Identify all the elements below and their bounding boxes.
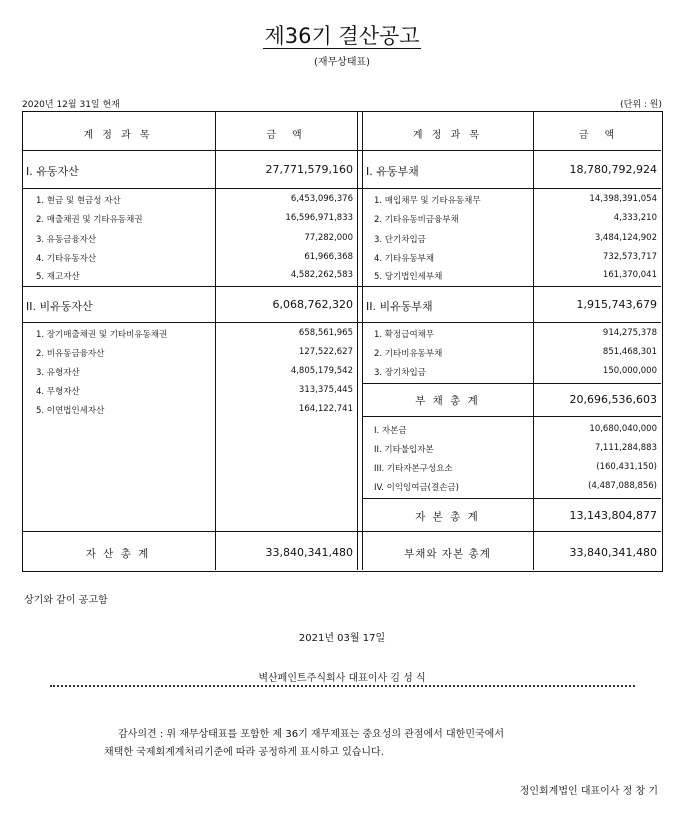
- dotted-separator: [50, 685, 635, 687]
- page-title: 제36기 결산공고: [264, 24, 420, 48]
- liab-noncurrent-item: 3. 장기차입금: [374, 368, 426, 378]
- liab-current-item-amount: 161,370,041: [602, 270, 657, 280]
- equity-item-amount: (4,487,088,856): [588, 481, 657, 491]
- asset-noncurrent-item-amount: 127,522,627: [298, 347, 353, 357]
- col-divider-3: [362, 112, 363, 570]
- asset-current-item: 3. 유동금융자산: [36, 235, 97, 245]
- notice-date: 2021년 03월 17일: [298, 633, 386, 644]
- asset-noncurrent-item: 3. 유형자산: [36, 368, 80, 378]
- asset-noncurrent-item: 2. 비유동금융자산: [36, 349, 105, 359]
- asset-current-item-amount: 61,966,368: [304, 252, 353, 262]
- equity-item-amount: 7,111,284,883: [594, 443, 657, 453]
- liab-current-item: 5. 당기법인세부채: [374, 272, 443, 282]
- col-header-asset-account: 계 정 과 목: [83, 130, 153, 141]
- notice-text: 상기와 같이 공고함: [24, 595, 108, 606]
- asset-current-item: 1. 현금 및 현금성 자산: [36, 196, 121, 206]
- liab-total-top: [363, 383, 661, 384]
- asset-noncurrent-label: II. 비유동자산: [26, 300, 93, 313]
- liab-current-item-amount: 3,484,124,902: [594, 233, 657, 243]
- asset-current-item: 5. 재고자산: [36, 272, 80, 282]
- asset-noncurrent-item: 5. 이연법인세자산: [36, 406, 105, 416]
- liabilities-total-amount: 20,696,536,603: [569, 393, 657, 406]
- asset-current-item: 2. 매출채권 및 기타유동채권: [36, 215, 143, 225]
- asset-current-item-amount: 4,582,262,583: [290, 270, 353, 280]
- title-underline: [263, 48, 421, 49]
- col-header-liab-amount: 금 액: [578, 130, 618, 141]
- liab-total-bottom: [363, 416, 661, 417]
- liab-current-item: 1. 매입채무 및 기타유동채무: [374, 196, 481, 206]
- equity-item-amount: (160,431,150): [596, 462, 657, 472]
- unit-label: (단위 : 원): [620, 100, 662, 110]
- equity-item: I. 자본금: [374, 426, 407, 436]
- liab-current-label: I. 유동부채: [366, 165, 419, 178]
- asset-current-label: I. 유동자산: [26, 165, 79, 178]
- liab-current-item-amount: 732,573,717: [602, 252, 657, 262]
- liab-current-item-amount: 4,333,210: [613, 213, 657, 223]
- asset-noncurrent-amount: 6,068,762,320: [272, 298, 353, 311]
- liab-equity-total-amount: 33,840,341,480: [569, 546, 657, 559]
- assets-total-label: 자 산 총 계: [85, 548, 151, 560]
- noncurrent-divider: [23, 322, 661, 323]
- asset-current-amount: 27,771,579,160: [265, 163, 353, 176]
- audit-opinion-line1: 감사의견 : 위 재무상태표를 포함한 제 36기 재무제표는 중요성의 관점에서 대한민국에서: [118, 729, 504, 740]
- liab-current-item: 3. 단기차입금: [374, 235, 426, 245]
- liab-noncurrent-item-amount: 914,275,378: [602, 328, 657, 338]
- equity-total-amount: 13,143,804,877: [569, 509, 657, 522]
- equity-total-top: [363, 498, 661, 499]
- asset-current-item-amount: 77,282,000: [304, 233, 353, 243]
- equity-item: II. 기타불입자본: [374, 445, 434, 455]
- liab-noncurrent-item-amount: 851,468,301: [602, 347, 657, 357]
- col-divider-4: [533, 112, 534, 570]
- asset-current-item-amount: 16,596,971,833: [285, 213, 353, 223]
- liab-current-item: 4. 기타유동부채: [374, 254, 435, 264]
- page-subtitle: (재무상태표): [313, 57, 371, 68]
- balance-sheet-table: [22, 111, 663, 572]
- equity-item: III. 기타자본구성요소: [374, 464, 453, 474]
- current-divider: [23, 188, 661, 189]
- liab-equity-total-label: 부채와 자본 총계: [404, 548, 491, 560]
- col-divider-2: [357, 112, 358, 570]
- assets-total-amount: 33,840,341,480: [265, 546, 353, 559]
- asset-noncurrent-item-amount: 313,375,445: [298, 385, 353, 395]
- equity-item: IV. 이익잉여금(결손금): [374, 483, 459, 493]
- liab-current-item: 2. 기타유동비금융부채: [374, 215, 459, 225]
- col-divider-1: [215, 112, 216, 570]
- liab-current-item-amount: 14,398,391,054: [589, 194, 657, 204]
- liab-noncurrent-item: 2. 기타비유동부채: [374, 349, 443, 359]
- liab-current-amount: 18,780,792,924: [569, 163, 657, 176]
- liab-noncurrent-item: 1. 확정급여채무: [374, 330, 435, 340]
- noncurrent-top-divider: [23, 286, 661, 287]
- header-divider: [23, 150, 661, 151]
- asset-noncurrent-item-amount: 4,805,179,542: [290, 366, 353, 376]
- liab-noncurrent-item-amount: 150,000,000: [602, 366, 657, 376]
- liab-noncurrent-amount: 1,915,743,679: [576, 298, 657, 311]
- asset-noncurrent-item-amount: 164,122,741: [298, 404, 353, 414]
- asset-current-item: 4. 기타유동자산: [36, 254, 97, 264]
- asset-current-item-amount: 6,453,096,376: [290, 194, 353, 204]
- as-of-date: 2020년 12월 31일 현재: [22, 100, 120, 110]
- equity-item-amount: 10,680,040,000: [589, 424, 657, 434]
- equity-total-bottom: [23, 531, 661, 532]
- equity-total-label: 자 본 총 계: [415, 511, 480, 523]
- audit-opinion-line2: 채택한 국제회계계처리기준에 따라 공정하게 표시하고 있습니다.: [104, 747, 384, 758]
- auditor-signature: 정인회계법인 대표이사 정 창 기: [519, 786, 658, 797]
- company-signature: 벽산페인트주식회사 대표이사 김 성 식: [258, 673, 426, 684]
- col-header-liab-account: 계 정 과 목: [412, 130, 483, 141]
- asset-noncurrent-item-amount: 658,561,965: [298, 328, 353, 338]
- col-header-asset-amount: 금 액: [266, 130, 305, 141]
- asset-noncurrent-item: 1. 장기매출채권 및 기타비유동채권: [36, 330, 168, 340]
- liab-noncurrent-label: II. 비유동부채: [366, 300, 433, 313]
- asset-noncurrent-item: 4. 무형자산: [36, 387, 80, 397]
- liabilities-total-label: 부 채 총 계: [415, 395, 480, 407]
